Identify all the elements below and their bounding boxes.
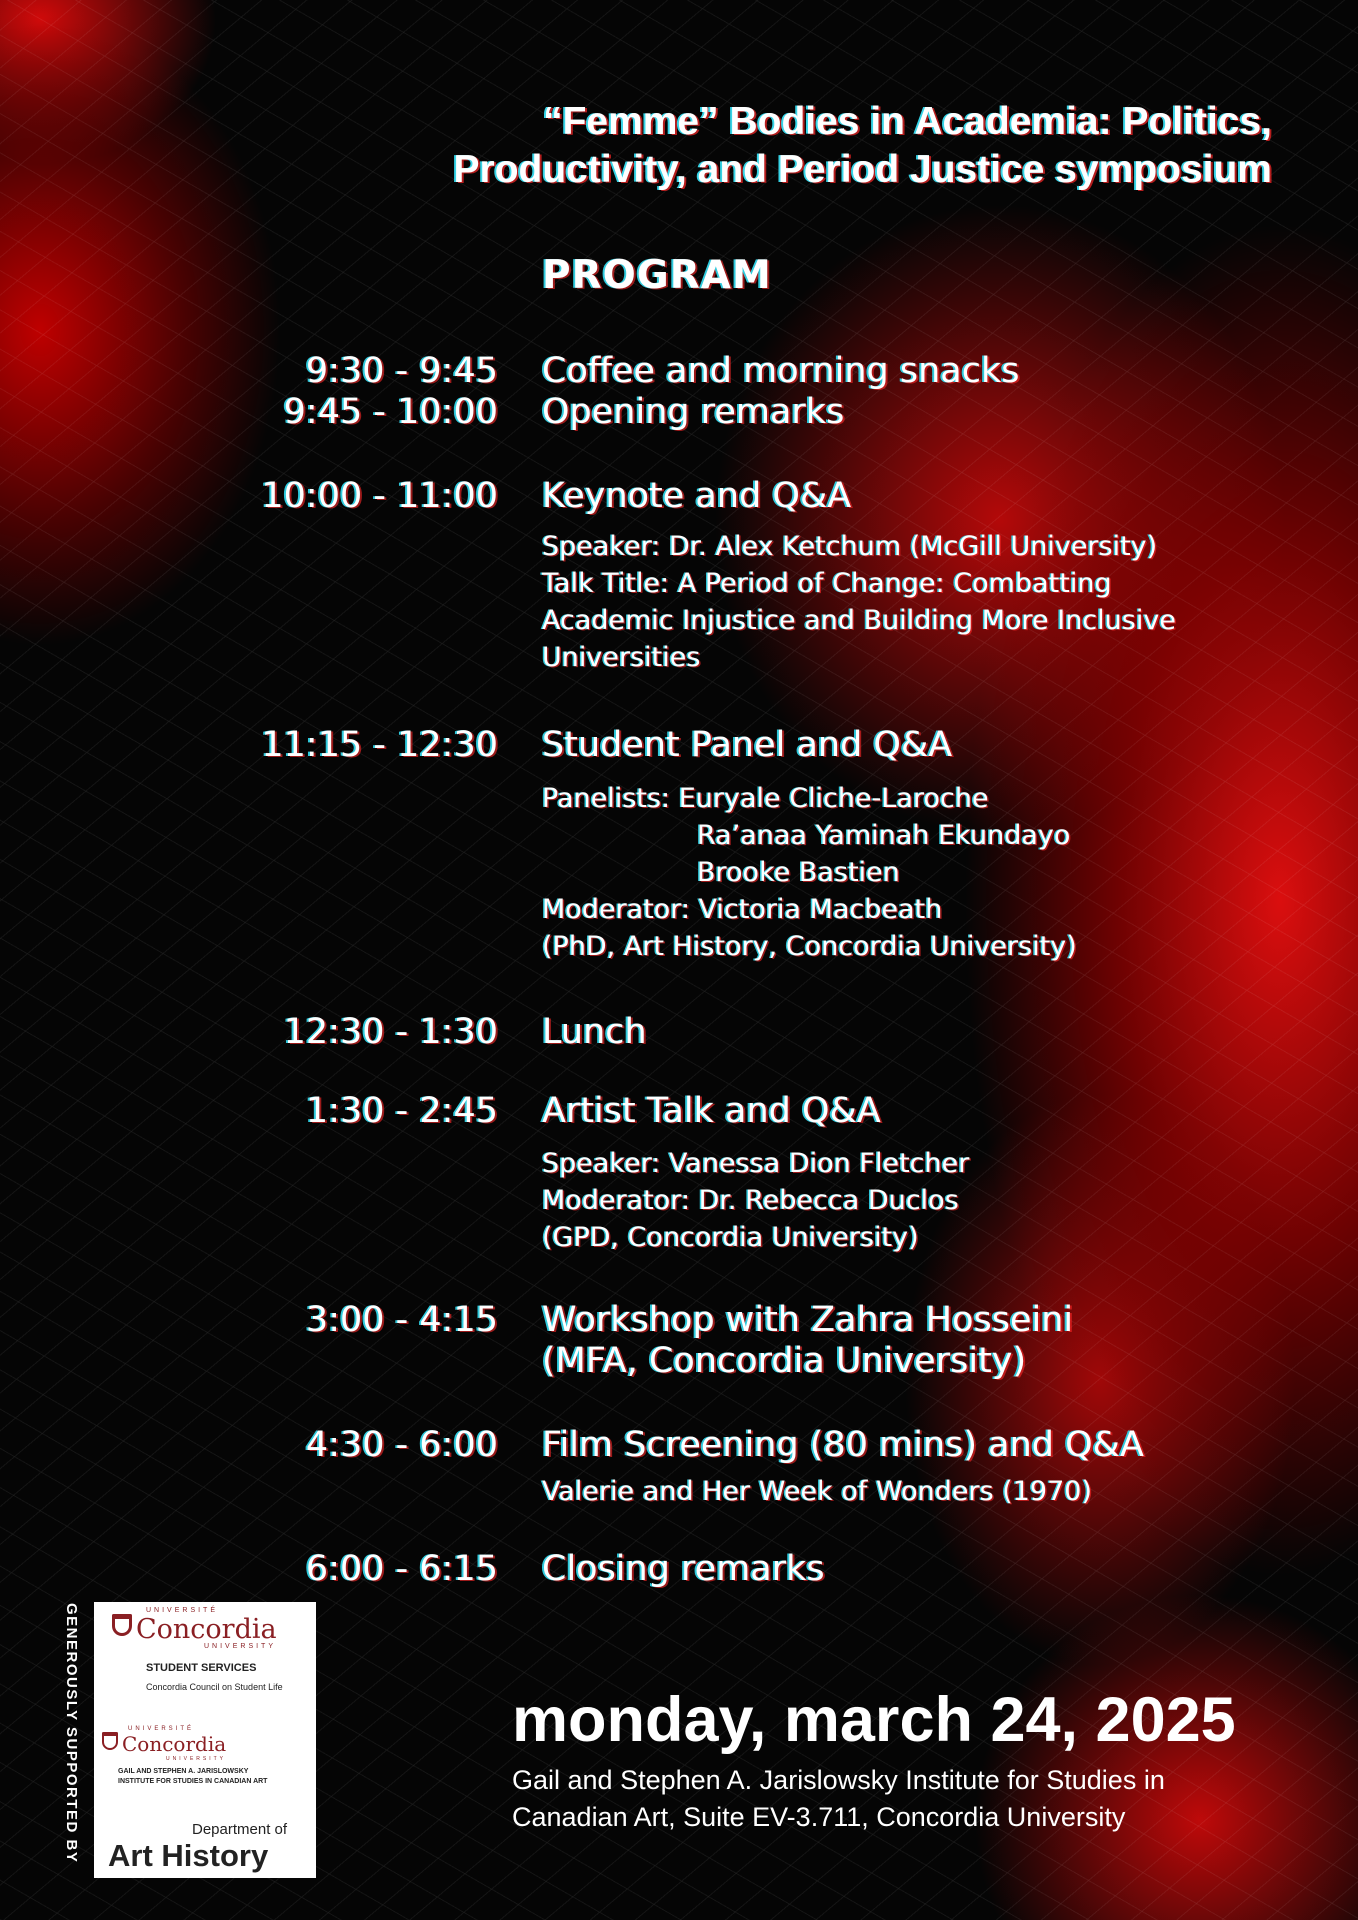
event-date: monday, march 24, 2025 — [512, 1685, 1236, 1755]
schedule-detail: Academic Injustice and Building More Inclusive — [542, 605, 1176, 636]
program-heading: PROGRAM — [542, 253, 772, 298]
concordia-logo-text: Concordia — [122, 1732, 227, 1756]
schedule-detail: (PhD, Art History, Concordia University) — [542, 931, 1077, 962]
schedule-time: 12:30 - 1:30 — [283, 1012, 498, 1052]
schedule-title: Opening remarks — [542, 392, 845, 432]
jarislowsky-label-2: INSTITUTE FOR STUDIES IN CANADIAN ART — [118, 1778, 268, 1785]
schedule-time: 4:30 - 6:00 — [305, 1425, 498, 1465]
schedule-detail: Speaker: Dr. Alex Ketchum (McGill University) — [542, 531, 1158, 562]
event-venue — [512, 1762, 1165, 1836]
art-history-logo-text: Art History — [108, 1838, 269, 1873]
schedule-time: 6:00 - 6:15 — [305, 1549, 498, 1589]
sponsor-label: GENEROUSLY SUPPORTED BY — [63, 1603, 80, 1864]
schedule-time: 9:45 - 10:00 — [283, 392, 498, 432]
schedule-title: Coffee and morning snacks — [542, 351, 1020, 391]
schedule-title-continued: (MFA, Concordia University) — [542, 1341, 1027, 1381]
schedule-detail: Universities — [542, 642, 701, 673]
logo-univ-label-2: UNIVERSITY — [204, 1643, 277, 1650]
council-label: Concordia Council on Student Life — [146, 1682, 283, 1692]
sponsor-logos — [94, 1602, 316, 1878]
logo-univ-label: UNIVERSITÉ — [128, 1726, 195, 1732]
schedule-title: Workshop with Zahra Hosseini — [542, 1300, 1074, 1340]
dept-of-label: Department of — [192, 1821, 288, 1838]
student-services-label: STUDENT SERVICES — [146, 1662, 257, 1674]
schedule-time: 9:30 - 9:45 — [305, 351, 498, 391]
schedule-detail: (GPD, Concordia University) — [542, 1222, 919, 1253]
event-title — [454, 98, 1273, 194]
event-title-line-2: Productivity, and Period Justice symposium — [453, 148, 1272, 191]
event-title-line-1: “Femme” Bodies in Academia: Politics, — [543, 100, 1272, 143]
schedule-title: Film Screening (80 mins) and Q&A — [542, 1425, 1144, 1465]
venue-line-2: Canadian Art, Suite EV-3.711, Concordia University — [512, 1802, 1126, 1832]
schedule-detail: Speaker: Vanessa Dion Fletcher — [542, 1148, 970, 1179]
schedule-detail: Brooke Bastien — [697, 857, 900, 888]
schedule-time: 1:30 - 2:45 — [305, 1091, 498, 1131]
schedule-title: Closing remarks — [542, 1549, 825, 1589]
schedule-detail: Talk Title: A Period of Change: Combatting — [542, 568, 1112, 599]
schedule-detail: Ra’anaa Yaminah Ekundayo — [697, 820, 1071, 851]
concordia-crest-icon — [112, 1614, 132, 1636]
schedule-title: Lunch — [542, 1012, 647, 1052]
jarislowsky-label-1: GAIL AND STEPHEN A. JARISLOWSKY — [118, 1768, 249, 1775]
schedule-detail: Panelists: Euryale Cliche-Laroche — [542, 783, 989, 814]
schedule-title: Keynote and Q&A — [542, 476, 852, 516]
schedule-title: Artist Talk and Q&A — [542, 1091, 881, 1131]
schedule-time: 10:00 - 11:00 — [261, 476, 498, 516]
venue-line-1: Gail and Stephen A. Jarislowsky Institute for Studies in — [512, 1765, 1165, 1795]
schedule-time: 11:15 - 12:30 — [261, 725, 498, 765]
schedule-detail: Valerie and Her Week of Wonders (1970) — [542, 1476, 1092, 1507]
logo-univ-label: UNIVERSITÉ — [146, 1607, 219, 1614]
schedule-detail: Moderator: Victoria Macbeath — [542, 894, 943, 925]
schedule-time: 3:00 - 4:15 — [305, 1300, 498, 1340]
concordia-crest-icon — [102, 1732, 118, 1750]
schedule-title: Student Panel and Q&A — [542, 725, 953, 765]
logo-univ-label-2: UNIVERSITY — [166, 1756, 227, 1762]
schedule-detail: Moderator: Dr. Rebecca Duclos — [542, 1185, 959, 1216]
concordia-logo-text: Concordia — [136, 1614, 277, 1645]
